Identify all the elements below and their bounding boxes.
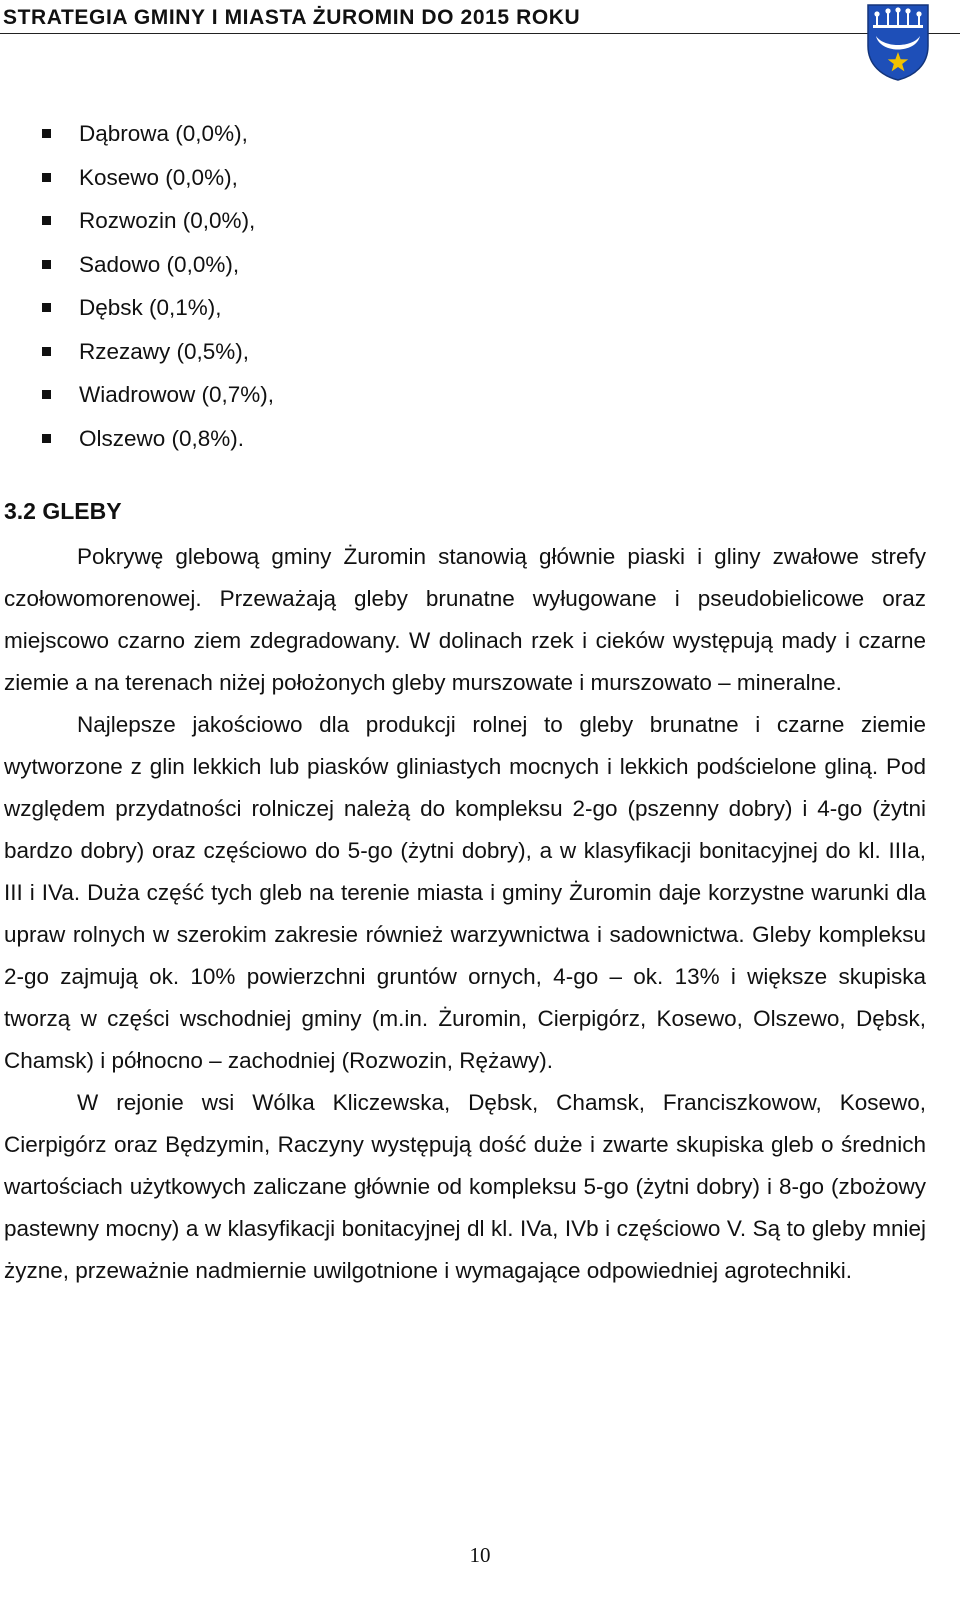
section-body	[4, 536, 926, 1292]
list-item-text: Rozwozin (0,0%),	[79, 208, 256, 233]
square-bullet-icon	[42, 129, 51, 138]
square-bullet-icon	[42, 260, 51, 269]
paragraph: Najlepsze jakościowo dla produkcji rolnej to gleby brunatne i czarne ziemie wytworzone z glin lekkich lub piasków gliniastych mocnych i lekkich podścielone gliną. Pod względem przydatności rolniczej należą do kompleksu 2-go (pszenny dobry) i 4-go (żytni bardzo dobry) oraz częściowo do 5-go (żytni dobry), a w klasyfikacji bonitacyjnej do kl. IIIa, III i IVa. Duża część tych gleb na terenie miasta i gminy Żuromin daje korzystne warunki dla upraw rolnych w szerokim zakresie również warzywnictwa i sadownictwa. Gleby kompleksu 2-go zajmują ok. 10% powierzchni gruntów ornych, 4-go – ok. 13% i większe skupiska tworzą w części wschodniej gminy (m.in. Żuromin, Cierpigórz, Kosewo, Olszewo, Dębsk, Chamsk) i północno – zachodniej (Rozwozin, Rężawy).	[4, 712, 926, 1073]
list-item	[0, 247, 274, 291]
list-item-text: Sadowo (0,0%),	[79, 251, 240, 277]
list-item-text: Wiadrowow (0,7%),	[79, 382, 275, 407]
paragraph: Pokrywę glebową gminy Żuromin stanowią głównie piaski i gliny zwałowe strefy czołowomorenowej. Przeważają gleby brunatne wyługowane i pseudobielicowe oraz miejscowo czarno ziem zdegradowany. W dolinach rzek i cieków występują mady i czarne ziemie a na terenach niżej położonych gleby murszowate i murszowato – mineralne.	[4, 544, 926, 695]
list-item	[0, 203, 274, 247]
list-item-text: Rzezawy (0,5%),	[79, 338, 250, 364]
header-divider	[0, 33, 960, 34]
square-bullet-icon	[42, 173, 51, 182]
village-percentage-list	[0, 116, 274, 464]
list-item	[0, 377, 274, 421]
list-item-text: Dąbrowa (0,0%),	[79, 121, 248, 146]
list-item	[0, 116, 274, 160]
page-number: 10	[469, 1543, 491, 1567]
square-bullet-icon	[42, 216, 51, 225]
square-bullet-icon	[42, 434, 51, 443]
list-item-text: Olszewo (0,8%).	[79, 425, 245, 451]
square-bullet-icon	[42, 390, 51, 399]
document-title: STRATEGIA GMINY I MIASTA ŻUROMIN DO 2015 ROKU	[3, 6, 581, 29]
list-item	[0, 421, 274, 465]
square-bullet-icon	[42, 303, 51, 312]
coat-of-arms-icon	[864, 2, 932, 82]
list-item-text: Kosewo (0,0%),	[79, 164, 238, 190]
paragraph: W rejonie wsi Wólka Kliczewska, Dębsk, Chamsk, Franciszkowow, Kosewo, Cierpigórz oraz Będzymin, Raczyny występują dość duże i zwarte skupiska gleb o średnich wartościach użytkowych zaliczane głównie od kompleksu 5-go (żytni dobry) i 8-go (zbożowy pastewny mocny) a w klasyfikacji bonitacyjnej dl kl. IVa, IVb i częściowo V. Są to gleby mniej żyzne, przeważnie nadmiernie uwilgotnione i wymagające odpowiedniej agrotechniki.	[4, 1090, 926, 1283]
list-item	[0, 334, 274, 378]
square-bullet-icon	[42, 347, 51, 356]
section-heading: 3.2 GLEBY	[4, 498, 122, 524]
list-item-text: Dębsk (0,1%),	[79, 295, 222, 320]
list-item	[0, 290, 274, 334]
list-item	[0, 160, 274, 204]
page-header	[0, 0, 960, 90]
